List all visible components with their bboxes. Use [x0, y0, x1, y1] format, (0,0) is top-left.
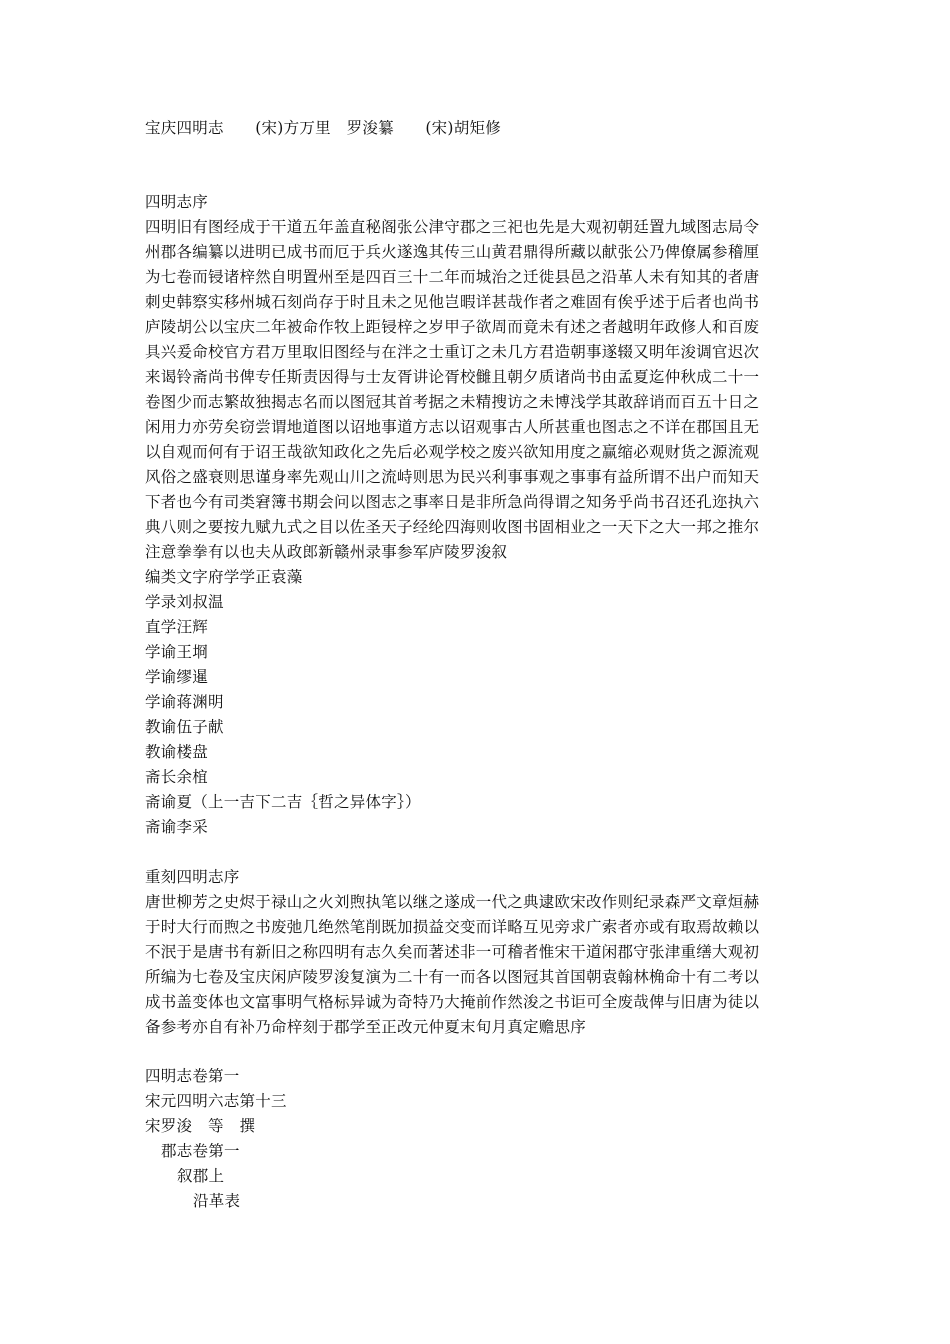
title-line: 宝庆四明志 (宋)方万里 罗浚纂 (宋)胡矩修: [145, 119, 501, 137]
paragraph-line: 具兴爰命校官方君万里取旧图经与在泮之士重订之未几方君造朝事遂辍又明年浚调官迟次: [145, 343, 760, 361]
compiler-entry: 教谕楼盘: [145, 743, 209, 761]
toc-level-2: 叙郡上: [177, 1167, 225, 1185]
compiler-entry: 斋谕李采: [145, 818, 209, 836]
compiler-entry: 学录刘叔温: [145, 593, 224, 611]
compiler-entry: 学谕蒋渊明: [145, 693, 224, 711]
compiler-entry: 斋长余椬: [145, 768, 209, 786]
compiler-entry: 学谕王埛: [145, 643, 209, 661]
paragraph-line: 于时大行而煦之书废弛几绝然笔削既加损益交变而详略互见旁求广索者亦或有取焉故赖以: [145, 918, 760, 936]
paragraph-line: 注意拳拳有以也夫从政郎新赣州录事参军庐陵罗浚叙: [145, 543, 508, 561]
paragraph-line: 庐陵胡公以宝庆二年被命作牧上距锓梓之岁甲子欲周而竟未有述之者越明年政修人和百废: [145, 318, 760, 336]
paragraph-line: 风俗之盛衰则思谨身率先观山川之流峙则思为民兴利事事观之事事有益所谓不出户而知天: [145, 468, 760, 486]
compiler-entry: 编类文字府学学正袁藻: [145, 568, 303, 586]
volume-title: 四明志卷第一: [145, 1067, 240, 1085]
paragraph-line: 所编为七卷及宝庆闲庐陵罗浚复演为二十有一而各以图冠其首国朝袁翰林桷命十有二考以: [145, 968, 760, 986]
reprint-preface-heading: 重刻四明志序: [145, 868, 240, 886]
author-line: 宋罗浚 等 撰: [145, 1117, 256, 1135]
paragraph-line: 典八则之要按九赋九式之目以佐圣天子经纶四海则收图书固相业之一天下之大一邦之推尔: [145, 518, 760, 536]
paragraph-line: 闲用力亦劳矣窃尝谓地道图以诏地事道方志以诏观事古人所甚重也图志之不详在郡国且无: [145, 418, 760, 436]
paragraph-line: 以自观而何有于诏王哉欲知政化之先后必观学校之废兴欲知用度之赢缩必观财货之源流观: [145, 443, 760, 461]
paragraph-line: 为七卷而锓诸梓然自明置州至是四百三十二年而城治之迁徙县邑之沿革人未有知其的者唐: [145, 268, 760, 286]
paragraph-line: 备参考亦自有补乃命梓刻于郡学至正改元仲夏末旬月真定赡思序: [145, 1018, 587, 1036]
compiler-entry: 教谕伍子献: [145, 718, 224, 736]
compiler-entry: 斋谕夏（上一吉下二吉｛哲之异体字｝）: [145, 793, 421, 811]
paragraph-line: 不泯于是唐书有新旧之称四明有志久矣而著述非一可稽者惟宋干道闲郡守张津重缮大观初: [145, 943, 760, 961]
toc-level-1: 郡志卷第一: [161, 1142, 240, 1160]
paragraph-line: 唐世柳芳之史烬于禄山之火刘煦执笔以继之遂成一代之典逮欧宋改作则纪录森严文章烜赫: [145, 893, 760, 911]
paragraph-line: 卷图少而志繁故独揭志名而以图冠其首考据之未精搜访之未博浅学其敢辞诮而百五十日之: [145, 393, 760, 411]
paragraph-line: 刺史韩察实移州城石刻尚存于时且未之见他岂暇详甚哉作者之难固有俟乎述于后者也尚书: [145, 293, 760, 311]
compiler-entry: 直学汪辉: [145, 618, 209, 636]
preface-heading: 四明志序: [145, 193, 209, 211]
paragraph-line: 来谒铃斋尚书俾专任斯责因得与士友胥讲论胥校雠且朝夕质诸尚书由孟夏迄仲秋成二十一: [145, 368, 760, 386]
paragraph-line: 州郡各编纂以进明已成书而厄于兵火遂逸其传三山黄君鼎得所藏以献张公乃俾僚属参稽厘: [145, 243, 760, 261]
paragraph-line: 下者也今有司类窘簿书期会问以图志之事率日是非所急尚得谓之知务乎尚书召还孔迩执六: [145, 493, 760, 511]
toc-level-3: 沿革表: [193, 1192, 241, 1210]
series-title: 宋元四明六志第十三: [145, 1092, 287, 1110]
paragraph-line: 成书盖变体也文富事明气格标异诚为奇特乃大掩前作然浚之书讵可全废哉俾与旧唐为徒以: [145, 993, 760, 1011]
compiler-entry: 学谕缪暹: [145, 668, 209, 686]
paragraph-line: 四明旧有图经成于干道五年盖直秘阁张公津守郡之三祀也先是大观初朝廷置九域图志局令: [145, 218, 760, 236]
